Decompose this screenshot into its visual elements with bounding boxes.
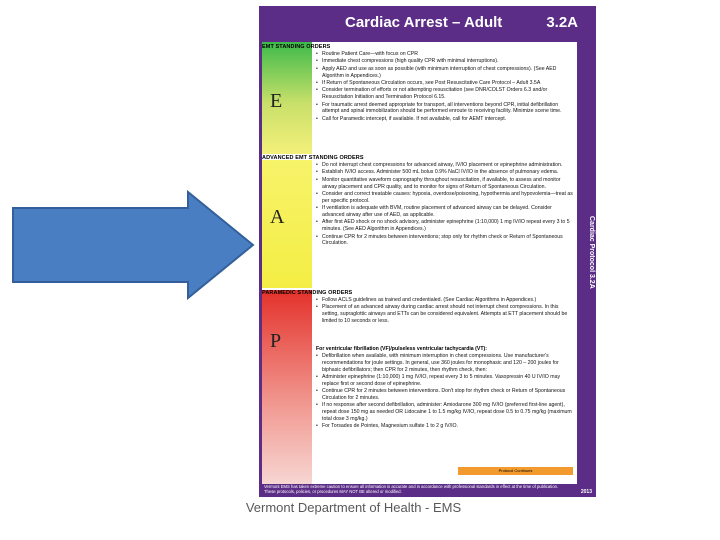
list-item: • Defibrillation when available, with minimum interruption in chest compressions. Use manufacturer's recommendations for joule settings. In general, use 360 joules for monophasic and 120 – 200 joules for biphasic defibrillators; then CPR for 2 minutes, then rhythm check, then: [316,353,574,373]
protocol-continues-label: Protocol Continues [458,467,573,475]
emt-items [316,51,574,123]
list-item: • Continue CPR for 2 minutes between interventions. Don't stop for rhythm check or Return of Spontaneous Circulation for 2 minutes. [316,388,574,402]
aemt-heading: ADVANCED EMT STANDING ORDERS [262,155,364,161]
list-item: • If ventilation is adequate with BVM, routine placement of advanced airway can be delayed. Consider advanced airway after use of AED, as applicable. [316,205,574,219]
side-tab: Cardiac Protocol 3.2A [588,216,595,289]
list-item: • Administer epinephrine (1:10,000) 1 mg IV/IO, repeat every 3 to 5 minutes. Vasopressin 40 U IV/IO may replace first or second dose of epinephrine. [316,374,574,388]
paramedic-letter: P [270,330,282,352]
list-item: • Apply AED and use as soon as possible (with minimum interruption of chest compressions). (See AED Algorithm in Appendices.) [316,66,574,80]
list-item: • For traumatic arrest deemed appropriate for transport, all interventions beyond CPR, initial defibrillation attempt and spinal immobilization should be performed enroute to receiving facility. Minimize scene time. [316,102,574,116]
protocol-title: Cardiac Arrest – Adult [345,14,503,31]
list-item: • For Torsades de Pointes, Magnesium sulfate 1 to 2 g IV/IO. [316,423,574,430]
emt-heading: EMT STANDING ORDERS [262,44,331,50]
paramedic-heading: PARAMEDIC STANDING ORDERS [262,290,353,296]
list-item: • Do not interrupt chest compressions for advanced airway, IV/IO placement or epinephrine administration. [316,162,574,169]
right-arrow-icon [10,190,256,300]
list-item: • Consider and correct treatable causes: hypoxia, overdose/poisoning, hypothermia and hypovolemia—treat as per specific protocol. [316,191,574,205]
footer-year: 2013 [580,489,592,495]
list-item: • Follow ACLS guidelines as trained and credentialed. (See Cardiac Algorithms in Appendices.) [316,297,574,304]
protocol-number: 3.2A [546,14,578,31]
slide-caption [0,500,720,515]
aemt-letter: A [270,206,285,228]
list-item: • After first AED shock or no shock advisory, administer epinephrine (1:10,000) 1 mg IV/IO repeat every 3 to 5 minutes. (See AED Algorithm in Appendices.) [316,219,574,233]
emt-color-band [262,42,312,154]
list-item: • Immediate chest compressions (high quality CPR with minimal interruptions). [316,58,574,65]
disclaimer-footer: Vermont EMS has taken extreme caution to ensure all information is accurate and in accordance with professional standards in effect at the time of publication. These protocols, policies, or procedures MAY NOT BE altered or modified. [264,484,559,494]
caption-text: Vermont Department of Health - EMS [245,500,462,515]
list-item: • If Return of Spontaneous Circulation occurs, see Post Resuscitative Care Protocol – Adult 3.5A [316,80,574,87]
list-item: • Establish IV/IO access. Administer 500 mL bolus 0.9% NaCl IV/IO in the absence of pulmonary edema. [316,169,574,176]
aemt-items [316,162,574,248]
list-item: • Monitor quantitative waveform capnography throughout resuscitation, if available, to assess and monitor airway placement and CPR quality, and to monitor for signs of Return of Spontaneous Circulation. [316,177,574,191]
list-item: • If no response after second defibrillation, administer: Amiodarone 300 mg IV/IO (preferred first-line agent), repeat dose 150 mg as needed OR Lidocaine 1 to 1.5 mg/kg IV/IO, repeat dose 0.5 to 0.75 mg/kg (maximum total dose 3 mg/kg.) [316,402,574,422]
list-item: • Call for Paramedic intercept, if available. If not available, call for AEMT intercept. [316,116,574,123]
protocol-header [259,6,596,40]
list-item: • Consider termination of efforts or not attempting resuscitation (see DNR/COLST Orders 6.3 and/or Resuscitation Initiation and Termination Protocol 6.15. [316,87,574,101]
list-item: • Placement of an advanced airway during cardiac arrest should not interrupt chest compressions. In this setting, supraglottic airways and ETTs can be considered equivalent. Attempts at ETT placement should be limited to 10 seconds or less. [316,304,574,324]
protocol-document [259,6,596,497]
protocol-page [262,42,577,484]
emt-letter: E [270,90,283,112]
list-item: • Continue CPR for 2 minutes between interventions; stop only for rhythm check or Return of Spontaneous Circulation. [316,234,574,248]
paramedic-color-band [262,290,312,484]
paramedic-items [316,297,574,325]
vf-vt-heading: For ventricular fibrillation (VF)/pulseless ventricular tachycardia (VT): [316,346,487,352]
aemt-color-band [262,160,312,288]
list-item: • Routine Patient Care—with focus on CPR [316,51,574,58]
vf-vt-items [316,353,574,431]
